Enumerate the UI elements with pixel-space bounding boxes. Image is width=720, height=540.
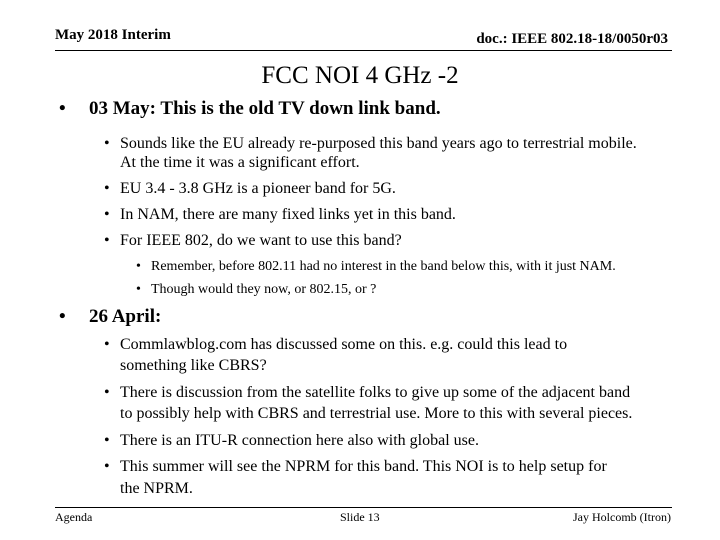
footer-right: Jay Holcomb (Itron) [573, 510, 671, 524]
section-1-heading: 03 May: This is the old TV down link band. [89, 98, 441, 119]
bullet-icon: • [104, 384, 110, 401]
section-2-item-2-line-2: to possibly help with CBRS and terrestrial use. More to this with several pieces. [120, 405, 633, 422]
section-2-item-1-line-1: Commlawblog.com has discussed some on this. e.g. could this lead to [120, 336, 568, 353]
bullet-icon: • [104, 232, 110, 249]
header-rule [55, 50, 672, 51]
footer-left: Agenda [55, 510, 93, 524]
bullet-icon: • [104, 206, 110, 223]
bullet-icon: • [104, 458, 110, 475]
bullet-icon: • [104, 432, 110, 449]
slide-title: FCC NOI 4 GHz -2 [261, 62, 459, 89]
bullet-icon: • [104, 336, 110, 353]
bullet-icon: • [59, 306, 66, 327]
section-2-item-1-line-2: something like CBRS? [120, 357, 267, 374]
bullet-icon: • [104, 135, 110, 152]
header-left: May 2018 Interim [55, 27, 171, 43]
section-1-subitem-2: Though would they now, or 802.15, or ? [151, 282, 377, 297]
section-1-item-3: In NAM, there are many fixed links yet in this band. [120, 206, 456, 223]
section-2-item-3: There is an ITU-R connection here also with global use. [120, 432, 479, 449]
section-2-heading: 26 April: [89, 306, 162, 327]
section-2-item-2-line-1: There is discussion from the satellite folks to give up some of the adjacent band [120, 384, 631, 401]
bullet-icon: • [104, 180, 110, 197]
section-1-item-2: EU 3.4 - 3.8 GHz is a pioneer band for 5G. [120, 180, 396, 197]
bullet-icon: • [59, 98, 66, 119]
section-1-subitem-1: Remember, before 802.11 had no interest in the band below this, with it just NAM. [151, 259, 616, 274]
slide-number: Slide 13 [340, 510, 380, 524]
bullet-icon: • [136, 282, 141, 297]
header-right: doc.: IEEE 802.18-18/0050r03 [476, 31, 668, 47]
section-1-item-1-line-1: Sounds like the EU already re-purposed this band years ago to terrestrial mobile. [120, 135, 637, 152]
section-2-item-4-line-2: the NPRM. [120, 480, 193, 497]
section-2-item-4-line-1: This summer will see the NPRM for this band. This NOI is to help setup for [120, 458, 607, 475]
section-1-item-1-line-2: At the time it was a significant effort. [120, 154, 360, 171]
bullet-icon: • [136, 259, 141, 274]
footer-rule [55, 507, 672, 508]
section-1-item-4: For IEEE 802, do we want to use this band? [120, 232, 402, 249]
